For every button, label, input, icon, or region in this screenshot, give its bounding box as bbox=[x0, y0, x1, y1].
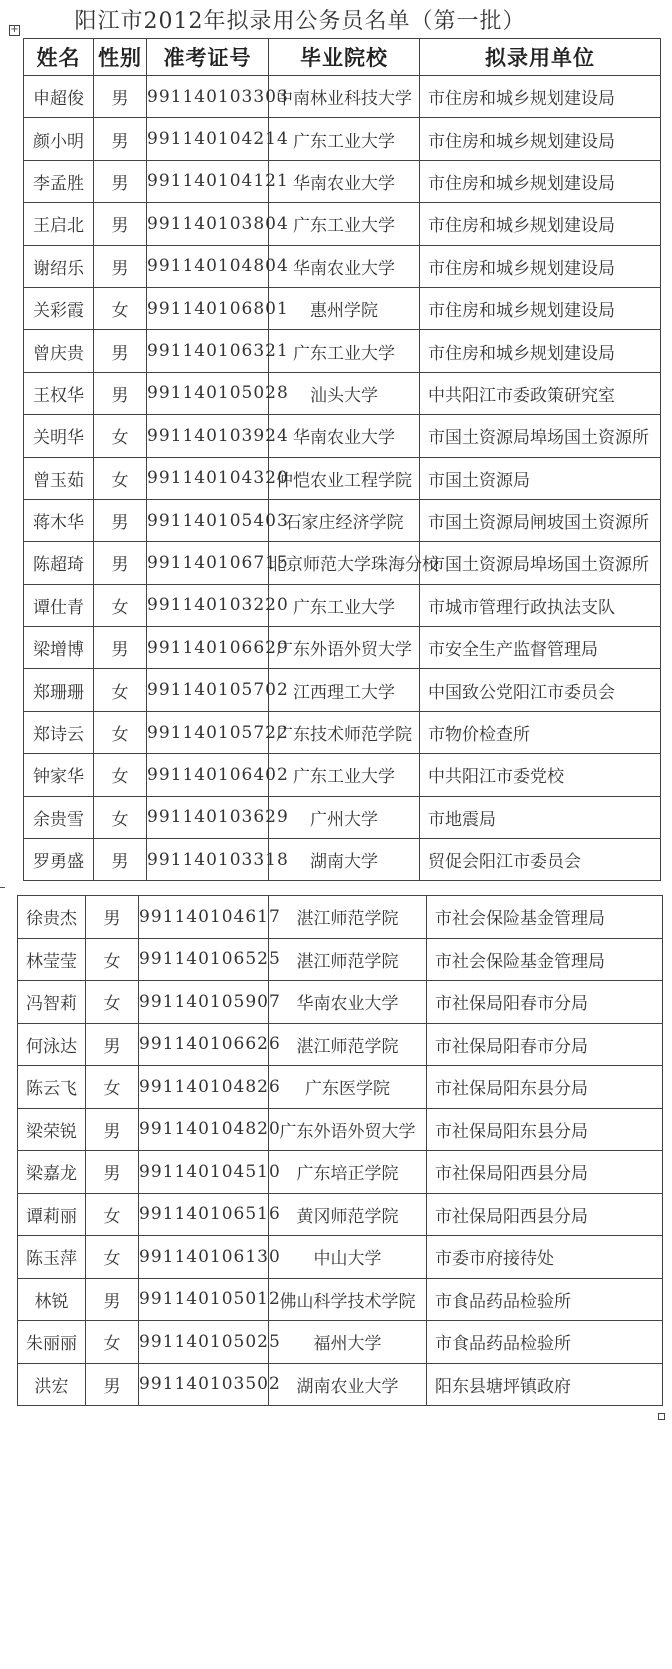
cell-name: 关彩霞 bbox=[24, 287, 94, 329]
table-row bbox=[18, 1066, 663, 1109]
cell-name: 梁荣锐 bbox=[18, 1108, 86, 1151]
cell-exam-id: 991140106130 bbox=[139, 1236, 269, 1279]
cell-exam-id: 991140103220 bbox=[147, 584, 269, 626]
cell-school: 中山大学 bbox=[269, 1236, 427, 1279]
cell-school: 湛江师范学院 bbox=[269, 896, 427, 939]
cell-exam-id: 991140106629 bbox=[147, 627, 269, 669]
cell-unit: 市住房和城乡规划建设局 bbox=[420, 245, 661, 287]
cell-school: 广东工业大学 bbox=[269, 118, 420, 160]
cell-exam-id: 991140105702 bbox=[147, 669, 269, 711]
table-row bbox=[24, 415, 661, 457]
cell-name: 钟家华 bbox=[24, 754, 94, 796]
cell-name: 郑珊珊 bbox=[24, 669, 94, 711]
cell-unit: 市社保局阳东县分局 bbox=[427, 1108, 663, 1151]
cell-exam-id: 991140106516 bbox=[139, 1193, 269, 1236]
cell-exam-id: 991140104826 bbox=[139, 1066, 269, 1109]
cell-name: 蒋木华 bbox=[24, 499, 94, 541]
table-row bbox=[18, 1321, 663, 1364]
cell-school: 湖南农业大学 bbox=[269, 1363, 427, 1406]
cell-unit: 市国土资源局 bbox=[420, 457, 661, 499]
cell-exam-id: 991140104617 bbox=[139, 896, 269, 939]
table-row bbox=[18, 1108, 663, 1151]
cell-unit: 市住房和城乡规划建设局 bbox=[420, 330, 661, 372]
cell-name: 谭莉丽 bbox=[18, 1193, 86, 1236]
cell-gender: 男 bbox=[94, 118, 147, 160]
table-row bbox=[24, 796, 661, 838]
cell-school: 湖南大学 bbox=[269, 839, 420, 881]
table-row bbox=[18, 896, 663, 939]
cell-gender: 男 bbox=[94, 499, 147, 541]
cell-gender: 男 bbox=[86, 1151, 139, 1194]
cell-exam-id: 991140106402 bbox=[147, 754, 269, 796]
cell-exam-id: 991140106626 bbox=[139, 1023, 269, 1066]
cell-gender: 女 bbox=[86, 1066, 139, 1109]
cell-unit: 市社保局阳西县分局 bbox=[427, 1193, 663, 1236]
cell-unit: 市社保局阳东县分局 bbox=[427, 1066, 663, 1109]
table-row bbox=[24, 584, 661, 626]
cell-gender: 男 bbox=[86, 896, 139, 939]
table-row bbox=[24, 330, 661, 372]
table-row bbox=[18, 1278, 663, 1321]
table-row bbox=[24, 711, 661, 753]
cell-unit: 市社保局阳春市分局 bbox=[427, 981, 663, 1024]
cell-gender: 男 bbox=[94, 627, 147, 669]
cell-unit: 市委市府接待处 bbox=[427, 1236, 663, 1279]
cell-gender: 男 bbox=[86, 1108, 139, 1151]
header-unit: 拟录用单位 bbox=[420, 39, 661, 76]
cell-gender: 女 bbox=[94, 457, 147, 499]
cell-unit: 市国土资源局埠场国土资源所 bbox=[420, 415, 661, 457]
cell-gender: 男 bbox=[86, 1278, 139, 1321]
cell-gender: 男 bbox=[94, 76, 147, 118]
cell-name: 申超俊 bbox=[24, 76, 94, 118]
page-title: 阳江市2012年拟录用公务员名单（第一批） bbox=[74, 9, 526, 34]
cell-exam-id: 991140103502 bbox=[139, 1363, 269, 1406]
cell-gender: 男 bbox=[94, 839, 147, 881]
cell-gender: 女 bbox=[94, 584, 147, 626]
cell-unit: 市住房和城乡规划建设局 bbox=[420, 118, 661, 160]
cell-gender: 男 bbox=[94, 203, 147, 245]
cell-exam-id: 991140103303 bbox=[147, 76, 269, 118]
cell-exam-id: 991140103629 bbox=[147, 796, 269, 838]
cell-unit: 市住房和城乡规划建设局 bbox=[420, 203, 661, 245]
cell-school: 石家庄经济学院 bbox=[269, 499, 420, 541]
cell-name: 徐贵杰 bbox=[18, 896, 86, 939]
cell-exam-id: 991140104214 bbox=[147, 118, 269, 160]
cell-exam-id: 991140104804 bbox=[147, 245, 269, 287]
cell-exam-id: 991140103804 bbox=[147, 203, 269, 245]
cell-name: 梁增博 bbox=[24, 627, 94, 669]
cell-gender: 女 bbox=[94, 754, 147, 796]
cell-school: 广东技术师范学院 bbox=[269, 711, 420, 753]
cell-unit: 市住房和城乡规划建设局 bbox=[420, 76, 661, 118]
cell-school: 广东培正学院 bbox=[269, 1151, 427, 1194]
cell-unit: 市社保局阳春市分局 bbox=[427, 1023, 663, 1066]
cell-unit: 中共阳江市委政策研究室 bbox=[420, 372, 661, 414]
table-header-row bbox=[24, 39, 661, 76]
table-row bbox=[24, 160, 661, 202]
cell-gender: 男 bbox=[86, 1023, 139, 1066]
cell-school: 广东工业大学 bbox=[269, 203, 420, 245]
cell-gender: 女 bbox=[94, 415, 147, 457]
cell-school: 北京师范大学珠海分校 bbox=[269, 542, 420, 584]
cell-school: 惠州学院 bbox=[269, 287, 420, 329]
cell-name: 李孟胜 bbox=[24, 160, 94, 202]
cell-name: 罗勇盛 bbox=[24, 839, 94, 881]
cell-gender: 男 bbox=[94, 160, 147, 202]
cell-gender: 女 bbox=[86, 1193, 139, 1236]
table-row bbox=[24, 754, 661, 796]
cell-name: 陈超琦 bbox=[24, 542, 94, 584]
table-row bbox=[24, 627, 661, 669]
cell-name: 林锐 bbox=[18, 1278, 86, 1321]
cell-unit: 市物价检查所 bbox=[420, 711, 661, 753]
cell-exam-id: 991140106321 bbox=[147, 330, 269, 372]
header-exam-id: 准考证号 bbox=[147, 39, 269, 76]
table-row bbox=[24, 669, 661, 711]
cell-school: 湛江师范学院 bbox=[269, 938, 427, 981]
cell-name: 谢绍乐 bbox=[24, 245, 94, 287]
cell-name: 陈云飞 bbox=[18, 1066, 86, 1109]
table-move-handle-icon[interactable]: + bbox=[10, 24, 19, 35]
cell-school: 广东工业大学 bbox=[269, 584, 420, 626]
cell-unit: 中国致公党阳江市委员会 bbox=[420, 669, 661, 711]
table-row bbox=[24, 287, 661, 329]
header-school: 毕业院校 bbox=[269, 39, 420, 76]
cell-name: 梁嘉龙 bbox=[18, 1151, 86, 1194]
cell-gender: 女 bbox=[94, 796, 147, 838]
cell-name: 曾庆贵 bbox=[24, 330, 94, 372]
cell-school: 广东工业大学 bbox=[269, 330, 420, 372]
cell-unit: 贸促会阳江市委员会 bbox=[420, 839, 661, 881]
cell-exam-id: 991140105907 bbox=[139, 981, 269, 1024]
cell-gender: 女 bbox=[86, 1321, 139, 1364]
table-row bbox=[18, 1363, 663, 1406]
cell-name: 何泳达 bbox=[18, 1023, 86, 1066]
cell-unit: 市社会保险基金管理局 bbox=[427, 938, 663, 981]
table-row bbox=[18, 981, 663, 1024]
cell-unit: 市国土资源局闸坡国土资源所 bbox=[420, 499, 661, 541]
page-break-mark bbox=[0, 887, 5, 888]
cell-school: 广东外语外贸大学 bbox=[269, 627, 420, 669]
cell-gender: 女 bbox=[86, 1236, 139, 1279]
cell-gender: 男 bbox=[94, 372, 147, 414]
cell-name: 曾玉茹 bbox=[24, 457, 94, 499]
cell-name: 余贵雪 bbox=[24, 796, 94, 838]
cell-gender: 女 bbox=[86, 981, 139, 1024]
cell-unit: 阳东县塘坪镇政府 bbox=[427, 1363, 663, 1406]
cell-exam-id: 991140105012 bbox=[139, 1278, 269, 1321]
candidate-table-part2 bbox=[17, 895, 663, 1406]
cell-name: 林莹莹 bbox=[18, 938, 86, 981]
cell-school: 广东工业大学 bbox=[269, 754, 420, 796]
cell-gender: 女 bbox=[94, 669, 147, 711]
table-row bbox=[24, 76, 661, 118]
cell-school: 广州大学 bbox=[269, 796, 420, 838]
cell-unit: 市食品药品检验所 bbox=[427, 1321, 663, 1364]
cell-school: 华南农业大学 bbox=[269, 160, 420, 202]
candidate-table-part1 bbox=[23, 38, 661, 881]
cell-exam-id: 991140105722 bbox=[147, 711, 269, 753]
cell-exam-id: 991140105028 bbox=[147, 372, 269, 414]
cell-school: 华南农业大学 bbox=[269, 415, 420, 457]
cell-name: 洪宏 bbox=[18, 1363, 86, 1406]
cell-exam-id: 991140105403 bbox=[147, 499, 269, 541]
cell-unit: 市食品药品检验所 bbox=[427, 1278, 663, 1321]
cell-school: 黄冈师范学院 bbox=[269, 1193, 427, 1236]
table-row bbox=[24, 542, 661, 584]
cell-school: 广东外语外贸大学 bbox=[269, 1108, 427, 1151]
cell-exam-id: 991140103924 bbox=[147, 415, 269, 457]
cell-school: 中南林业科技大学 bbox=[269, 76, 420, 118]
cell-name: 朱丽丽 bbox=[18, 1321, 86, 1364]
cell-name: 关明华 bbox=[24, 415, 94, 457]
cell-gender: 男 bbox=[94, 542, 147, 584]
cell-school: 仲恺农业工程学院 bbox=[269, 457, 420, 499]
cell-name: 谭仕青 bbox=[24, 584, 94, 626]
table-row bbox=[24, 457, 661, 499]
cell-school: 江西理工大学 bbox=[269, 669, 420, 711]
table-row bbox=[18, 1236, 663, 1279]
cell-unit: 中共阳江市委党校 bbox=[420, 754, 661, 796]
table-row bbox=[24, 839, 661, 881]
table-row bbox=[18, 938, 663, 981]
cell-exam-id: 991140104320 bbox=[147, 457, 269, 499]
cell-unit: 市住房和城乡规划建设局 bbox=[420, 287, 661, 329]
cell-name: 王启北 bbox=[24, 203, 94, 245]
cell-unit: 市国土资源局埠场国土资源所 bbox=[420, 542, 661, 584]
cell-gender: 女 bbox=[94, 287, 147, 329]
cell-name: 颜小明 bbox=[24, 118, 94, 160]
cell-exam-id: 991140106801 bbox=[147, 287, 269, 329]
table-row bbox=[18, 1193, 663, 1236]
table-row bbox=[24, 118, 661, 160]
cell-unit: 市城市管理行政执法支队 bbox=[420, 584, 661, 626]
cell-exam-id: 991140104510 bbox=[139, 1151, 269, 1194]
cell-name: 陈玉萍 bbox=[18, 1236, 86, 1279]
cell-gender: 女 bbox=[94, 711, 147, 753]
cell-name: 郑诗云 bbox=[24, 711, 94, 753]
cell-school: 湛江师范学院 bbox=[269, 1023, 427, 1066]
cell-school: 华南农业大学 bbox=[269, 245, 420, 287]
cell-unit: 市社会保险基金管理局 bbox=[427, 896, 663, 939]
cell-school: 佛山科学技术学院 bbox=[269, 1278, 427, 1321]
header-gender: 性别 bbox=[94, 39, 147, 76]
cell-school: 广东医学院 bbox=[269, 1066, 427, 1109]
cell-name: 王权华 bbox=[24, 372, 94, 414]
table-row bbox=[24, 499, 661, 541]
cell-exam-id: 991140106715 bbox=[147, 542, 269, 584]
table-row bbox=[24, 372, 661, 414]
cell-school: 汕头大学 bbox=[269, 372, 420, 414]
table-row bbox=[18, 1151, 663, 1194]
cell-gender: 男 bbox=[86, 1363, 139, 1406]
cell-gender: 女 bbox=[86, 938, 139, 981]
cell-name: 冯智莉 bbox=[18, 981, 86, 1024]
cell-unit: 市地震局 bbox=[420, 796, 661, 838]
cell-exam-id: 991140105025 bbox=[139, 1321, 269, 1364]
cell-unit: 市住房和城乡规划建设局 bbox=[420, 160, 661, 202]
cell-exam-id: 991140104820 bbox=[139, 1108, 269, 1151]
table-row bbox=[24, 245, 661, 287]
table-resize-handle[interactable] bbox=[658, 1413, 665, 1420]
cell-exam-id: 991140103318 bbox=[147, 839, 269, 881]
cell-school: 福州大学 bbox=[269, 1321, 427, 1364]
cell-exam-id: 991140106525 bbox=[139, 938, 269, 981]
cell-school: 华南农业大学 bbox=[269, 981, 427, 1024]
header-name: 姓名 bbox=[24, 39, 94, 76]
cell-exam-id: 991140104121 bbox=[147, 160, 269, 202]
cell-gender: 男 bbox=[94, 330, 147, 372]
cell-unit: 市安全生产监督管理局 bbox=[420, 627, 661, 669]
table-row bbox=[18, 1023, 663, 1066]
table-row bbox=[24, 203, 661, 245]
cell-gender: 男 bbox=[94, 245, 147, 287]
cell-unit: 市社保局阳西县分局 bbox=[427, 1151, 663, 1194]
